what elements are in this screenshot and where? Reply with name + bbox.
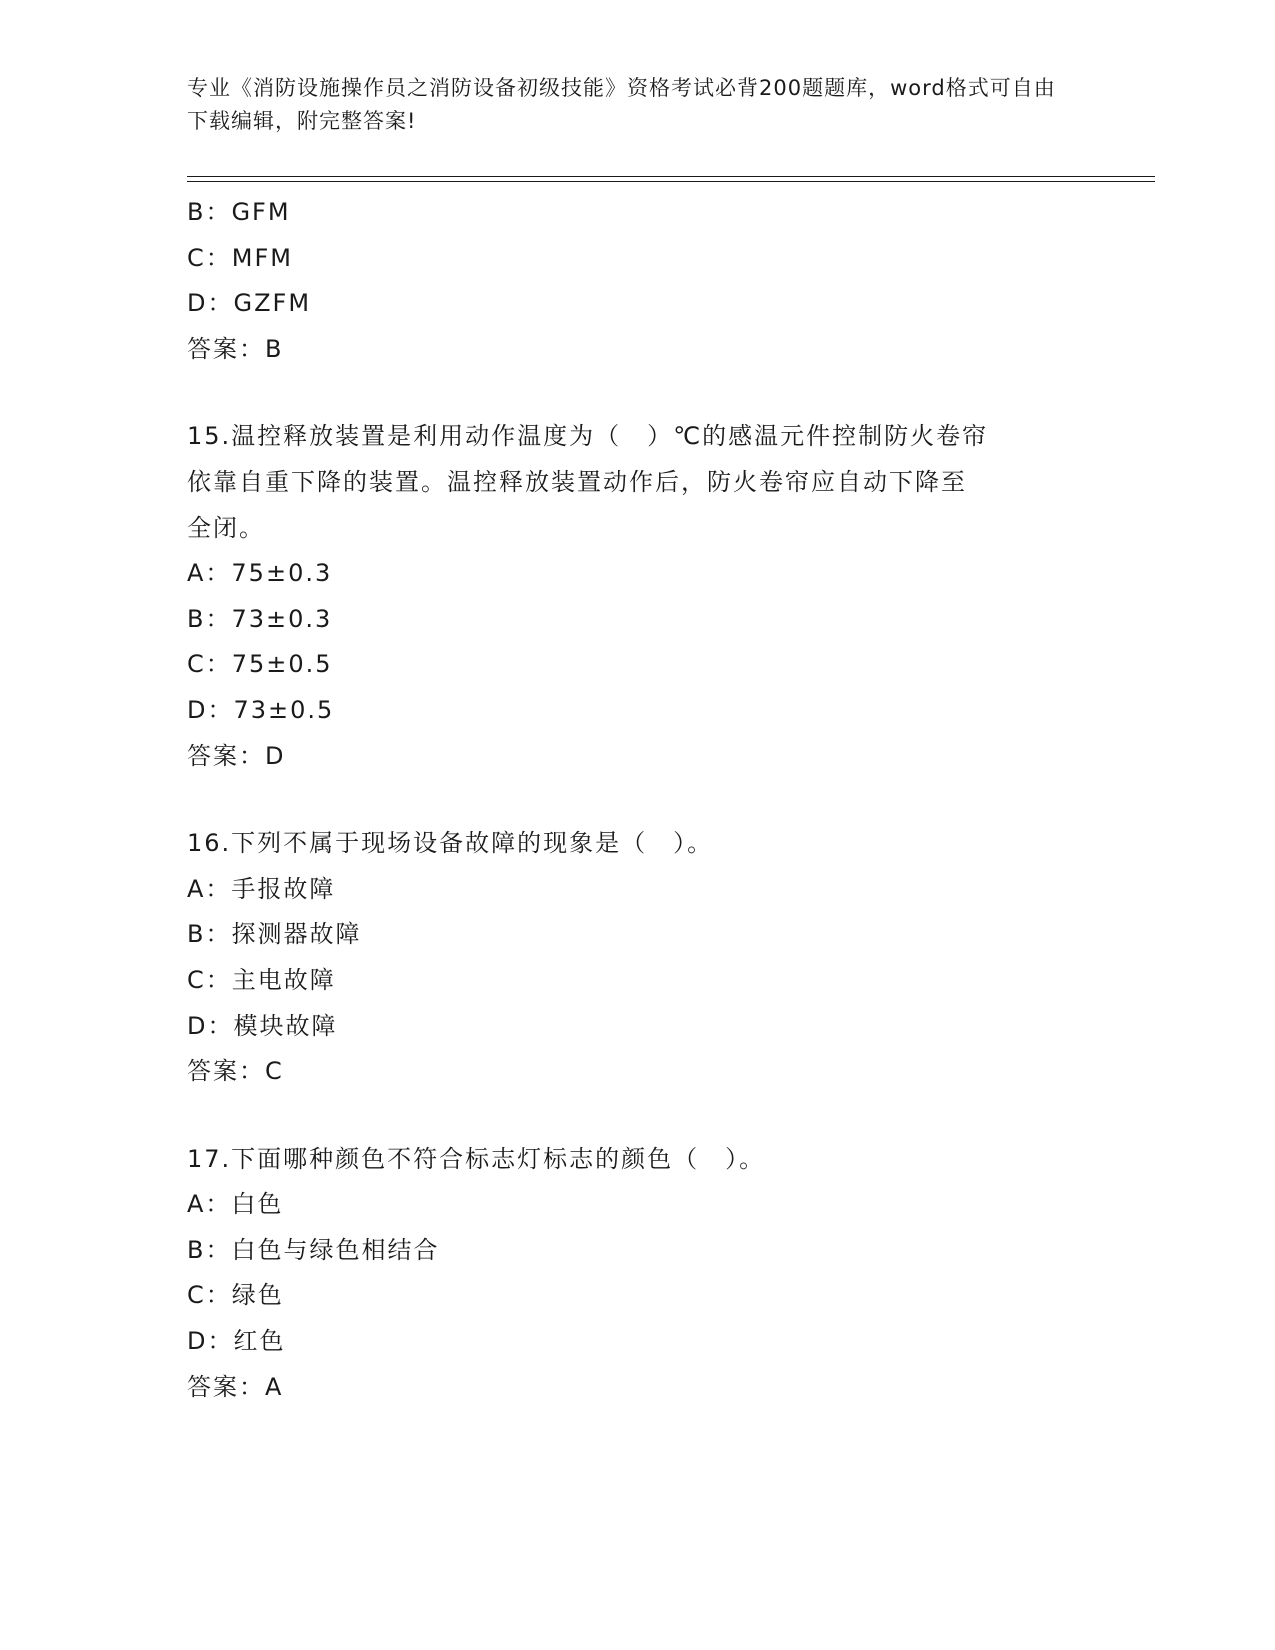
option-d: D：模块故障	[187, 1011, 338, 1040]
question-text-line: 17.下面哪种颜色不符合标志灯标志的颜色（ ）。	[187, 1144, 766, 1173]
option-b: B：探测器故障	[187, 920, 362, 949]
answer-line: 答案：A	[187, 1372, 284, 1401]
answer-line: 答案：B	[187, 334, 284, 363]
question-block-17	[187, 1137, 1087, 1411]
header-rule-top	[187, 176, 1155, 177]
document-header	[187, 72, 1067, 138]
option-b: B：白色与绿色相结合	[187, 1235, 440, 1264]
header-rule-bottom	[187, 181, 1155, 182]
question-block-15	[187, 414, 1087, 779]
question-text-line: 全闭。	[187, 513, 265, 542]
question-text-line: 依靠自重下降的装置。温控释放装置动作后，防火卷帘应自动下降至	[187, 467, 967, 496]
option-c: C：MFM	[187, 243, 293, 272]
option-a: A：手报故障	[187, 874, 336, 903]
spacer	[187, 372, 1087, 414]
answer-line: 答案：C	[187, 1057, 284, 1086]
header-title: 专业《消防设施操作员之消防设备初级技能》资格考试必背200题题库，word格式可自由下载编辑，附完整答案!	[187, 76, 1056, 133]
option-d: D：73±0.5	[187, 695, 335, 724]
option-d: D：GZFM	[187, 289, 312, 318]
question-list	[187, 190, 1087, 1410]
option-c: C：75±0.5	[187, 650, 333, 679]
option-c: C：绿色	[187, 1281, 284, 1310]
answer-line: 答案：D	[187, 741, 286, 770]
spacer	[187, 779, 1087, 821]
question-block-16	[187, 821, 1087, 1095]
option-c: C：主电故障	[187, 965, 336, 994]
option-a: A：75±0.3	[187, 559, 333, 588]
question-text-line: 15.温控释放装置是利用动作温度为（ ）℃的感温元件控制防火卷帘	[187, 422, 989, 451]
option-d: D：红色	[187, 1327, 286, 1356]
option-b: B：GFM	[187, 198, 291, 226]
question-block-14-tail	[187, 190, 1087, 372]
option-b: B：73±0.3	[187, 604, 333, 633]
option-a: A：白色	[187, 1190, 284, 1219]
spacer	[187, 1095, 1087, 1137]
question-text-line: 16.下列不属于现场设备故障的现象是（ ）。	[187, 829, 714, 858]
